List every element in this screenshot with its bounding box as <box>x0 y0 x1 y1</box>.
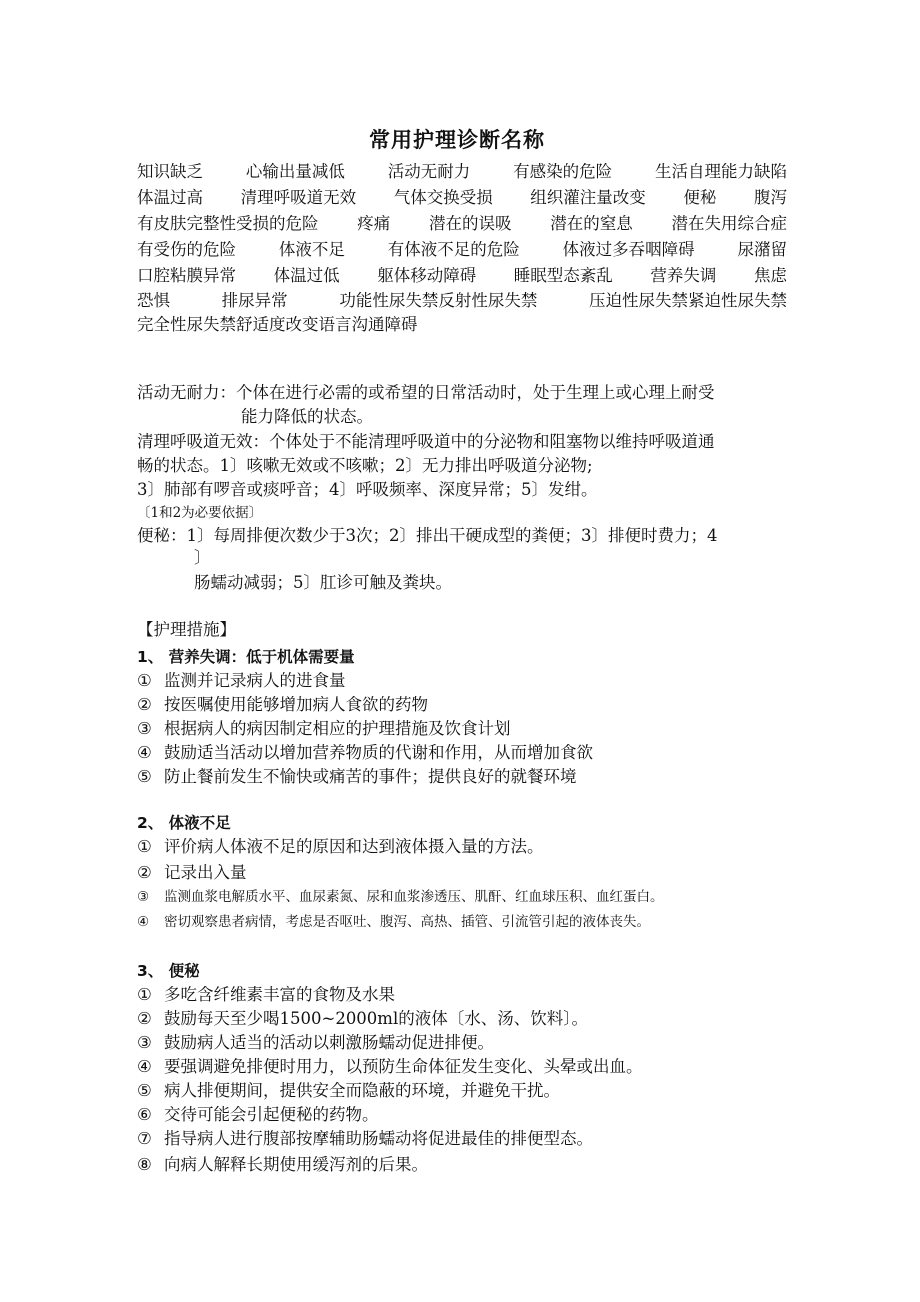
item-number: ④ <box>137 743 152 762</box>
list-item <box>137 742 593 764</box>
item-text: 鼓励适当活动以增加营养物质的代谢和作用，从而增加食欲 <box>164 743 593 762</box>
definition-text: 3〕肺部有啰音或痰呼音；4〕呼吸频率、深度异常；5〕发绀。 <box>137 480 598 499</box>
diagnosis-row <box>137 314 787 336</box>
item-text: 交待可能会引起便秘的药物。 <box>164 1105 379 1124</box>
diagnosis-name: 便秘 <box>683 188 717 207</box>
diagnosis-name: 体温过低 <box>273 266 340 285</box>
diagnosis-name: 知识缺乏 <box>137 162 203 181</box>
diagnosis-name: 潜在失用综合症 <box>671 214 787 233</box>
diagnosis-row <box>137 290 787 312</box>
item-text: 防止餐前发生不愉快或痛苦的事件；提供良好的就餐环境 <box>164 767 577 786</box>
item-text: 监测并记录病人的进食量 <box>164 671 346 690</box>
diagnosis-row <box>137 213 787 235</box>
item-number: ③ <box>137 1033 152 1052</box>
item-number: ① <box>137 985 152 1004</box>
definition-airway-clearance: 清理呼吸道无效：个体处于不能清理呼吸道中的分泌物和阻塞物以维持呼吸道通 <box>137 432 715 451</box>
list-item <box>137 1008 588 1030</box>
diagnosis-name: 体温过高 <box>137 188 203 207</box>
section-heading: 2、 体液不足 <box>137 814 231 832</box>
item-number: ② <box>137 695 152 714</box>
diagnosis-name: 功能性尿失禁反射性尿失禁 <box>339 291 538 310</box>
item-text: 按医嘱使用能够增加病人食欲的药物 <box>164 695 428 714</box>
diagnosis-row <box>137 239 787 261</box>
list-item <box>137 836 544 858</box>
item-text: 监测血浆电解质水平、血尿素氮、尿和血浆渗透压、肌酐、红血球压积、血红蛋白。 <box>164 889 664 905</box>
diagnosis-row <box>137 161 787 183</box>
definition-text: 〕 <box>194 548 211 567</box>
diagnosis-name: 疼痛 <box>357 214 391 233</box>
diagnosis-name: 尿潴留 <box>737 240 787 259</box>
list-item <box>137 694 428 716</box>
diagnosis-name: 完全性尿失禁舒适度改变语言沟通障碍 <box>137 315 418 334</box>
item-number: ⑧ <box>137 1155 152 1174</box>
diagnosis-name: 焦虑 <box>753 266 787 285</box>
item-number: ② <box>137 863 152 882</box>
item-number: ④ <box>137 1057 152 1076</box>
list-item <box>137 984 395 1006</box>
section-heading: 1、 营养失调：低于机体需要量 <box>137 648 355 666</box>
list-item <box>137 1104 379 1126</box>
item-text: 要强调避免排便时用力，以预防生命体征发生变化、头晕或出血。 <box>164 1057 643 1076</box>
diagnosis-name: 气体交换受损 <box>393 188 493 207</box>
definition-text: 畅的状态。1〕咳嗽无效或不咳嗽；2〕无力排出呼吸道分泌物; <box>137 456 593 475</box>
list-item <box>137 766 577 788</box>
list-item <box>137 862 247 884</box>
diagnosis-row <box>137 265 787 287</box>
item-number: ③ <box>137 889 150 905</box>
diagnosis-name: 恐惧 <box>137 291 170 310</box>
diagnosis-name: 口腔粘膜异常 <box>137 266 236 285</box>
definition-text: 能力降低的状态。 <box>241 407 373 426</box>
diagnosis-name: 活动无耐力 <box>387 162 471 181</box>
diagnosis-name: 有受伤的危险 <box>137 240 236 259</box>
list-item <box>137 1154 428 1176</box>
diagnosis-name: 体液不足 <box>278 240 345 259</box>
item-text: 指导病人进行腹部按摩辅助肠蠕动将促进最佳的排便型态。 <box>164 1129 593 1148</box>
diagnosis-name: 组织灌注量改变 <box>530 188 646 207</box>
diagnosis-row <box>137 187 787 209</box>
item-number: ① <box>137 837 152 856</box>
item-text: 多吃含纤维素丰富的食物及水果 <box>164 985 395 1004</box>
diagnosis-name: 有皮肤完整性受损的危险 <box>137 214 319 233</box>
diagnosis-name: 营养失调 <box>650 266 717 285</box>
item-number: ③ <box>137 719 152 738</box>
list-item <box>137 718 511 740</box>
item-text: 记录出入量 <box>164 863 247 882</box>
list-item <box>137 911 650 933</box>
section-heading: 3、 便秘 <box>137 962 200 980</box>
diagnosis-name: 潜在的误吸 <box>429 214 512 233</box>
diagnosis-name: 排尿异常 <box>221 291 288 310</box>
list-item <box>137 1080 560 1102</box>
list-item <box>137 1128 593 1150</box>
item-text: 鼓励病人适当的活动以刺激肠蠕动促进排便。 <box>164 1033 494 1052</box>
item-text: 病人排便期间，提供安全而隐蔽的环境，并避免干扰。 <box>164 1081 560 1100</box>
list-item <box>137 886 664 908</box>
item-number: ① <box>137 671 152 690</box>
definition-text: 肠蠕动减弱；5〕肛诊可触及粪块。 <box>194 573 452 592</box>
diagnosis-name: 腹泻 <box>753 188 787 207</box>
item-text: 根据病人的病因制定相应的护理措施及饮食计划 <box>164 719 511 738</box>
item-text: 向病人解释长期使用缓泻剂的后果。 <box>164 1155 428 1174</box>
definition-note: 〔1和2为必要依据〕 <box>137 505 263 521</box>
item-text: 鼓励每天至少喝1500~2000ml的液体〔水、汤、饮料〕。 <box>164 1009 588 1028</box>
item-number: ⑥ <box>137 1105 152 1124</box>
measures-heading: 【护理措施】 <box>137 620 236 639</box>
list-item <box>137 1056 643 1078</box>
document-title: 常用护理诊断名称 <box>369 128 545 152</box>
item-number: ⑦ <box>137 1129 152 1148</box>
diagnosis-name: 有感染的危险 <box>513 162 613 181</box>
item-number: ⑤ <box>137 1081 152 1100</box>
diagnosis-name: 生活自理能力缺陷 <box>655 162 787 181</box>
diagnosis-name: 睡眠型态紊乱 <box>513 266 613 285</box>
item-text: 评价病人体液不足的原因和达到液体摄入量的方法。 <box>164 837 544 856</box>
diagnosis-name: 清理呼吸道无效 <box>240 188 357 207</box>
diagnosis-name: 躯体移动障碍 <box>377 266 477 285</box>
diagnosis-name: 压迫性尿失禁紧迫性尿失禁 <box>588 291 787 310</box>
diagnosis-name: 潜在的窒息 <box>550 214 633 233</box>
item-number: ② <box>137 1009 152 1028</box>
item-number: ⑤ <box>137 767 152 786</box>
definition-activity-intolerance: 活动无耐力：个体在进行必需的或希望的日常活动时，处于生理上或心理上耐受 <box>137 383 715 402</box>
item-number: ④ <box>137 914 150 930</box>
diagnosis-name: 有体液不足的危险 <box>387 240 520 259</box>
diagnosis-name: 体液过多吞咽障碍 <box>562 240 695 259</box>
list-item <box>137 1032 494 1054</box>
diagnosis-name: 心输出量减低 <box>245 162 345 181</box>
list-item <box>137 670 346 692</box>
definition-constipation: 便秘：1〕每周排便次数少于3次；2〕排出干硬成型的粪便；3〕排便时费力；4 <box>137 526 718 545</box>
item-text: 密切观察患者病情，考虑是否呕吐、腹泻、高热、插管、引流管引起的液体丧失。 <box>164 914 650 930</box>
